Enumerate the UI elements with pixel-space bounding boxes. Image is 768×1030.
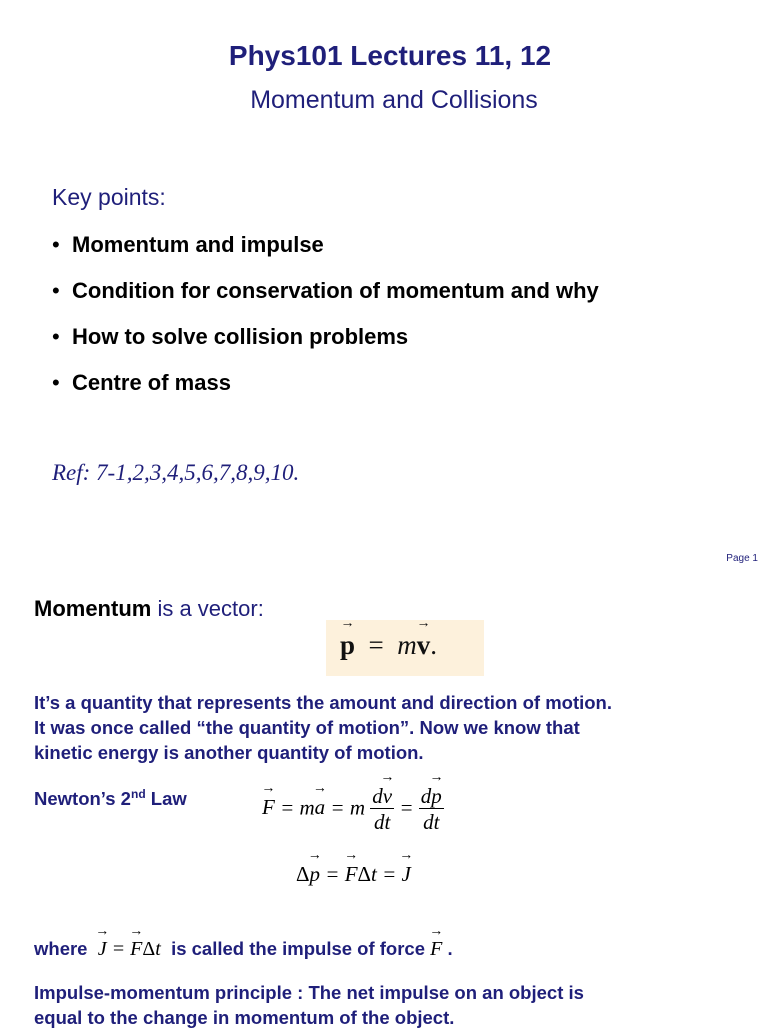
momentum-word: Momentum [34, 596, 152, 621]
bullet-text: Centre of mass [72, 370, 231, 395]
bullet-icon: • [52, 278, 60, 303]
newton-label-text: Newton’s 2 [34, 788, 131, 810]
momentum-description [34, 690, 754, 765]
principle-line: equal to the change in momentum of the object. [34, 1007, 455, 1028]
vector-phrase: is a vector: [157, 596, 264, 621]
description-line: kinetic energy is another quantity of motion. [34, 742, 424, 763]
impulse-definition: where → J = → FΔt is called the impulse of force → F . [34, 938, 453, 961]
newton-label-suffix: Law [150, 788, 187, 810]
reference-text: Ref: 7-1,2,3,4,5,6,7,8,9,10. [52, 460, 300, 485]
bullet-icon: • [52, 324, 60, 349]
momentum-heading [34, 596, 264, 622]
principle-line: Impulse-momentum principle : The net impulse on an object is [34, 982, 584, 1003]
slide-subtitle: Momentum and Collisions [250, 86, 538, 114]
impulse-momentum-principle [34, 980, 754, 1030]
slide-title: Phys101 Lectures 11, 12 [228, 40, 552, 71]
bullet-text: Condition for conservation of momentum and why [72, 278, 599, 303]
list-item [52, 322, 599, 368]
description-line: It’s a quantity that represents the amount and direction of motion. [34, 692, 612, 713]
newton-equation: → F = m→ a = m $\frac{d\to v}{dt}$ = $\frac{d\to p}{dt}$ [262, 784, 444, 835]
description-line: It was once called “the quantity of motion”. Now we know that [34, 717, 580, 738]
newton-law-label [34, 787, 187, 810]
impulse-equation: Δ→ p = → FΔt = → J [296, 862, 411, 887]
page-number: Page 1 [726, 553, 758, 564]
key-points-heading: Key points: [52, 184, 166, 210]
where-suffix: is called the impulse of force [171, 938, 426, 959]
list-item [52, 230, 599, 276]
bullet-icon: • [52, 370, 60, 395]
list-item [52, 368, 599, 414]
momentum-formula: → p = m→ v. [340, 630, 437, 661]
where-prefix: where [34, 938, 88, 959]
newton-label-sup: nd [130, 787, 146, 801]
key-points-list [52, 230, 599, 414]
list-item [52, 276, 599, 322]
bullet-icon: • [52, 232, 60, 257]
bullet-text: Momentum and impulse [72, 232, 324, 257]
bullet-text: How to solve collision problems [72, 324, 409, 349]
